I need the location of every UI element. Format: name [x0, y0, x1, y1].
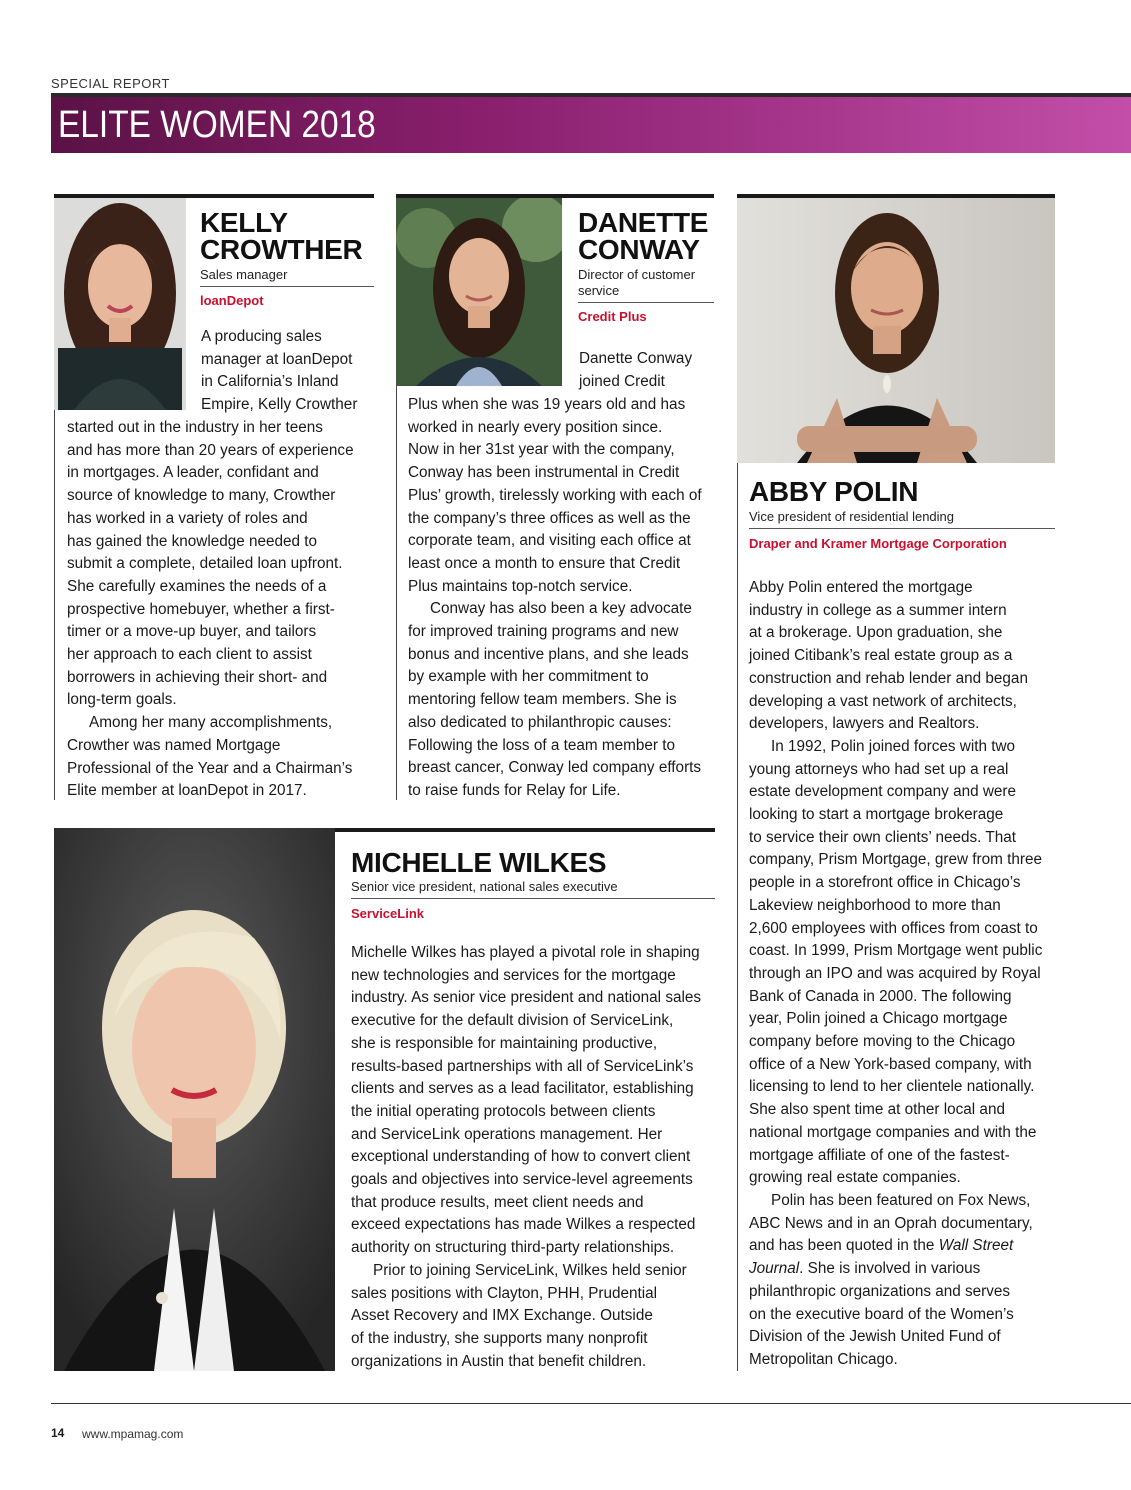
kelly-photo — [54, 198, 186, 410]
michelle-role: Senior vice president, national sales executive — [351, 879, 618, 894]
michelle-top-rule — [335, 828, 715, 832]
danette-role: Director of customer service — [578, 267, 696, 298]
footer-rule — [51, 1403, 1131, 1404]
kelly-name: KELLY CROWTHER — [200, 207, 363, 265]
abby-rule — [749, 528, 1055, 529]
abby-left-rule — [737, 463, 738, 1371]
abby-company: Draper and Kramer Mortgage Corporation — [749, 536, 1007, 551]
danette-company: Credit Plus — [578, 309, 647, 324]
michelle-name: MICHELLE WILKES — [351, 847, 607, 878]
abby-body: Abby Polin entered the mortgage industry in college as a summer intern at a brokerage. Upon graduation, she joined Citibank’s real estate group as a construction and rehab lender and began developing a vast network of architects, developers, lawyers and Realtors. In 1992, Polin joined forces with two young attorneys who had set up a real estate development company and were looking to start a mortgage brokerage to service their own clients’ needs. That company, Prism Mortgage, grew from three people in a storefront office in Chicago’s Lakeview neighborhood to more than 2,600 employees with offices from coast to coast. In 1999, Prism Mortgage went public through an IPO and was acquired by Royal Bank of Canada in 2000. The following year, Polin joined a Chicago mortgage company before moving to the Chicago office of a New York-based company, with licensing to lend to her clientele nationally. She also spent time at other local and national mortgage companies and with the mortgage affiliate of one of the fastest- growing real estate companies. Polin has been featured on Fox News, ABC News and in an Oprah documentary, and has been quoted in the Wall Street Journal. She is involved in various philanthropic organizations and serves on the executive board of the Women’s Division of the Jewish United Fund of Metropolitan Chicago. — [749, 579, 1043, 1368]
kelly-body: started out in the industry in her teens and has more than 20 years of experience in mortgages. A leader, confidant and source of knowledge to many, Crowther has worked in a variety of roles and has gained the knowledge needed to submit a complete, detailed loan upfront. She carefully examines the needs of a prospective homebuyer, whether a first- timer or a move-up buyer, and tailors her approach to each client to assist borrowers in achieving their short- and long-term goals. Among her many accomplishments, Crowther was named Mortgage Professional of the Year and a Chairman’s Elite member at loanDepot in 2017. — [67, 419, 354, 800]
abby-role: Vice president of residential lending — [749, 509, 955, 524]
michelle-rule — [351, 898, 715, 899]
kelly-wrap-text: A producing sales manager at loanDepot in California’s Inland Empire, Kelly Crowther — [201, 328, 358, 414]
danette-left-rule — [396, 386, 397, 800]
kelly-company: loanDepot — [200, 293, 264, 308]
kelly-role: Sales manager — [200, 267, 288, 282]
page-title: ELITE WOMEN 2018 — [58, 104, 376, 146]
danette-wrap-text: Danette Conway joined Credit — [579, 350, 693, 390]
kelly-rule — [200, 286, 374, 287]
danette-name: DANETTE CONWAY — [578, 207, 709, 265]
page-number: 14 — [51, 1426, 65, 1440]
abby-photo — [737, 198, 1055, 463]
michelle-company: ServiceLink — [351, 906, 424, 921]
danette-body: Plus when she was 19 years old and has worked in nearly every position since. Now in her 31st year with the company, Conway has been instrumental in Credit Plus’ growth, tirelessly working with each of the company’s three offices as well as the corporate team, and visiting each office at least once a month to ensure that Credit Plus maintains top-notch service. Conway has also been a key advocate for improved training programs and new bonus and incentive plans, and she leads by example with her commitment to mentoring fellow team members. She is also dedicated to philanthropic causes: Following the loss of a team member to breast cancer, Conway led company efforts to raise funds for Relay for Life. — [408, 396, 702, 799]
footer-url[interactable]: www.mpamag.com — [82, 1427, 184, 1441]
danette-photo — [396, 198, 562, 386]
section-label: SPECIAL REPORT — [51, 76, 170, 91]
michelle-photo — [54, 828, 335, 1371]
michelle-body: Michelle Wilkes has played a pivotal role in shaping new technologies and services for the mortgage industry. As senior vice president and national sales executive for the default division of ServiceLink, she is responsible for maintaining productive, results-based partnerships with all of ServiceLink’s clients and serves as a lead facilitator, establishing the initial operating protocols between clients and ServiceLink operations management. Her exceptional understanding of how to convert client goals and objectives into service-level agreements that produce results, meet client needs and exceed expectations has made Wilkes a respected authority on structuring third-party relationships. Prior to joining ServiceLink, Wilkes held senior sales positions with Clayton, PHH, Prudential Asset Recovery and IMX Exchange. Outside of the industry, she supports many nonprofit organizations in Austin that benefit children. — [351, 944, 702, 1370]
kelly-left-rule — [54, 410, 55, 800]
abby-name: ABBY POLIN — [749, 476, 919, 507]
danette-rule — [578, 302, 714, 303]
